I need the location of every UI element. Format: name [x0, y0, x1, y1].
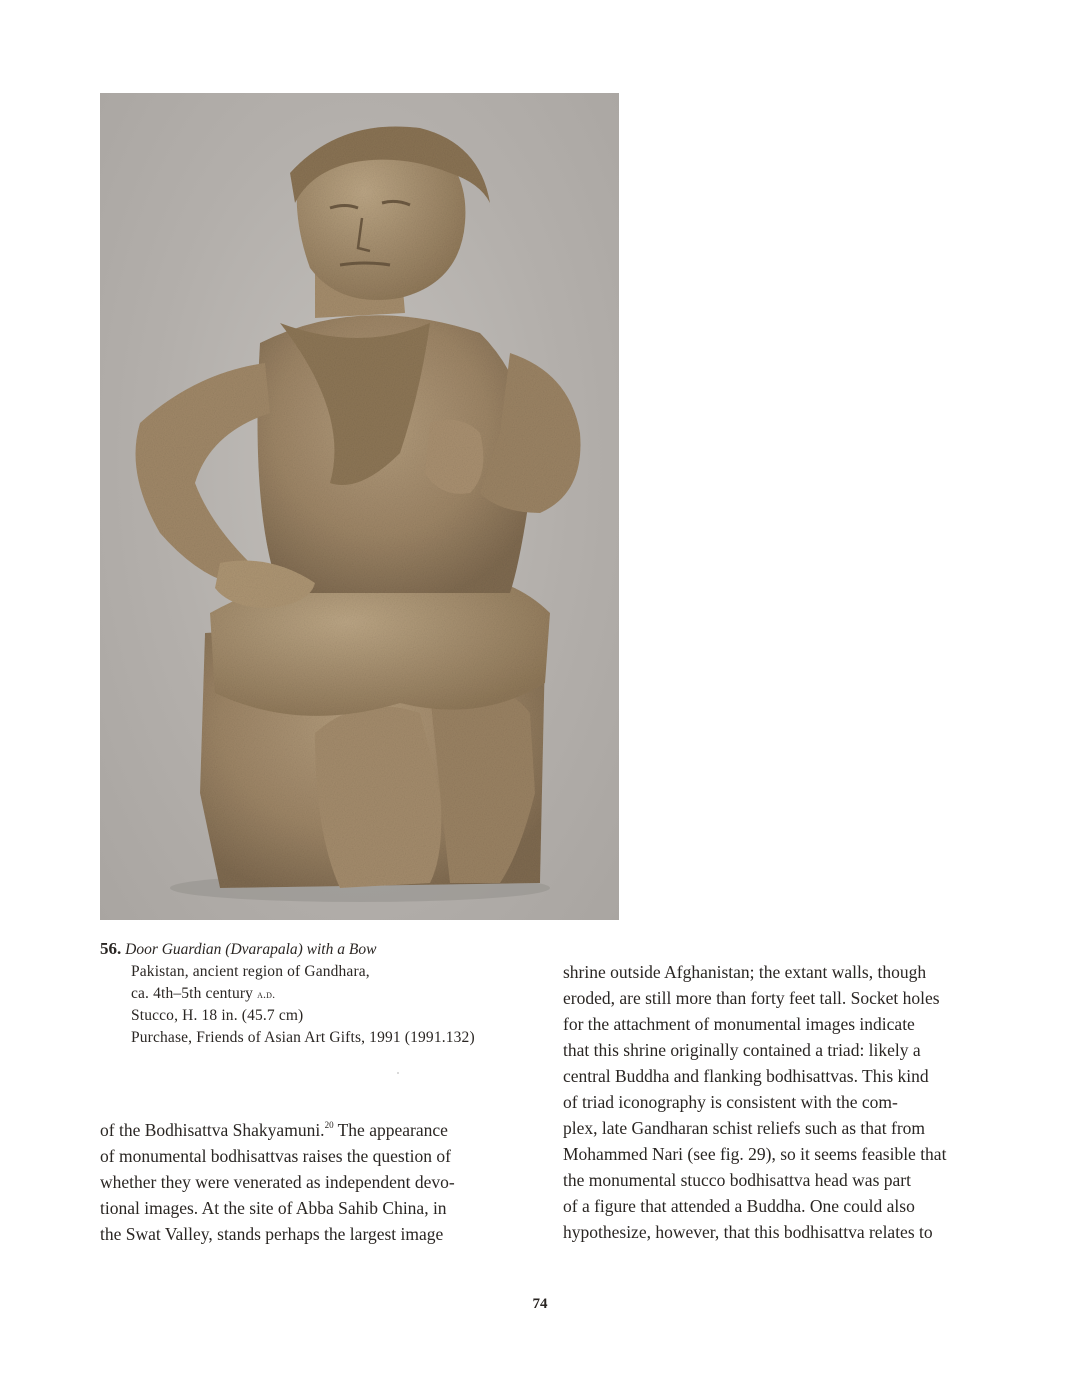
text-line: Mohammed Nari (see fig. 29), so it seems feasible that	[563, 1144, 947, 1164]
text-line: of triad iconography is consistent with the com-	[563, 1092, 898, 1112]
text-line: of a figure that attended a Buddha. One could also	[563, 1196, 915, 1216]
figure-number: 56.	[100, 939, 122, 958]
text-line: central Buddha and flanking bodhisattvas. This kind	[563, 1066, 929, 1086]
figure-provenance: Pakistan, ancient region of Gandhara,	[131, 963, 370, 980]
footnote-marker: 20	[324, 1119, 334, 1130]
text-line-end: The appearance	[333, 1120, 448, 1140]
text-line: plex, late Gandharan schist reliefs such as that from	[563, 1118, 926, 1138]
text-line: whether they were venerated as independent devo-	[100, 1172, 455, 1192]
figure-medium: Stucco, H. 18 in. (45.7 cm)	[131, 1007, 304, 1024]
text-line: shrine outside Afghanistan; the extant walls, though	[563, 962, 927, 982]
figure-caption	[100, 938, 520, 1049]
text-line	[100, 1117, 455, 1143]
text-line: hypothesize, however, that this bodhisattva relates to	[563, 1222, 933, 1242]
text-line: that this shrine originally contained a triad: likely a	[563, 1040, 921, 1060]
text-line: the monumental stucco bodhisattva head was part	[563, 1170, 911, 1190]
figure-date	[100, 983, 520, 1005]
figure-title: Door Guardian (Dvarapala) with a Bow	[125, 941, 377, 958]
caption-title-line	[100, 938, 520, 961]
text-line-start: of the Bodhisattva Shakyamuni.	[100, 1120, 325, 1140]
figure-credit: Purchase, Friends of Asian Art Gifts, 1991 (1991.132)	[131, 1029, 475, 1046]
print-speck	[397, 1072, 399, 1074]
figure-date-era: a.d.	[257, 987, 276, 1001]
text-line: tional images. At the site of Abba Sahib China, in	[100, 1198, 447, 1218]
door-guardian-sculpture-image	[100, 93, 619, 920]
figure-date-text: ca. 4th–5th century	[131, 985, 258, 1002]
figure-photo	[100, 93, 619, 920]
body-text-right-column	[563, 959, 946, 1245]
body-text-left-column	[100, 1117, 455, 1247]
text-line: the Swat Valley, stands perhaps the largest image	[100, 1224, 444, 1244]
page-number: 74	[532, 1296, 548, 1312]
text-line: for the attachment of monumental images indicate	[563, 1014, 915, 1034]
text-line: eroded, are still more than forty feet tall. Socket holes	[563, 988, 940, 1008]
text-line: of monumental bodhisattvas raises the question of	[100, 1146, 451, 1166]
